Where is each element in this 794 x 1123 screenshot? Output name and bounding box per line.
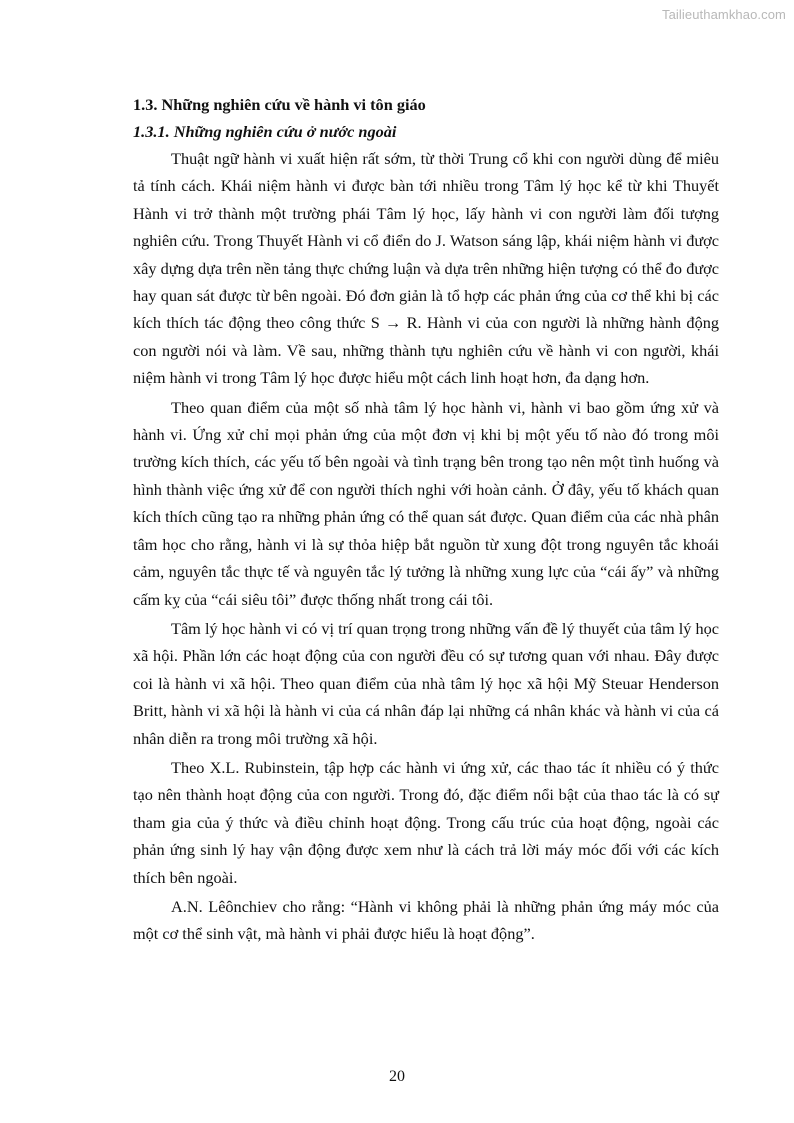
section-heading: 1.3. Những nghiên cứu về hành vi tôn giáo [133,95,426,114]
paragraph-4: Theo X.L. Rubinstein, tập hợp các hành vi ứng xử, các thao tác ít nhiều có ý thức tạo nên thành hoạt động của con người. Trong đó, đặc điểm nổi bật của thao tác là có sự tham gia của ý thức và điều chỉnh hoạt động. Trong cấu trúc của hoạt động, ngoài các phản ứng sinh lý hay vận động được xem như là cách trả lời máy móc đối với các kích thích bên ngoài. [133,757,719,887]
paragraph-5: A.N. Lêônchiev cho rằng: “Hành vi không phải là những phản ứng máy móc của một cơ thể sinh vật, mà hành vi phải được hiểu là hoạt động”. [133,896,719,944]
paragraph-3: Tâm lý học hành vi có vị trí quan trọng trong những vấn đề lý thuyết của tâm lý học xã hội. Phần lớn các hoạt động của con người đều có sự tương quan với nhau. Đây được coi là hành vi xã hội. Theo quan điểm của nhà tâm lý học xã hội Mỹ Steuar Henderson Britt, hành vi xã hội là hành vi của cá nhân đáp lại những cá nhân khác và hành vi của cá nhân diễn ra trong môi trường xã hội. [133,618,719,748]
document-body [133,94,719,950]
watermark: Tailieuthamkhao.com [661,7,786,22]
paragraph-1: Thuật ngữ hành vi xuất hiện rất sớm, từ thời Trung cổ khi con người dùng để miêu tả tính cách. Khái niệm hành vi được bàn tới nhiều trong Tâm lý học kể từ khi Thuyết Hành vi trở thành một trường phái Tâm lý học, lấy hành vi con người làm đối tượng nghiên cứu. Trong Thuyết Hành vi cổ điển do J. Watson sáng lập, khái niệm hành vi được xây dựng dựa trên nền tảng thực chứng luận và dựa trên những hiện tượng có thể đo được hay quan sát được từ bên ngoài. Đó đơn giản là tổ hợp các phản ứng của cơ thể khi bị các kích thích tác động theo công thức S → R. Hành vi của con người là những hành động con người nói và làm. Về sau, những thành tựu nghiên cứu về hành vi con người, khái niệm hành vi trong Tâm lý học được hiểu một cách linh hoạt hơn, đa dạng hơn. [133,149,719,388]
subsection-heading: 1.3.1. Những nghiên cứu ở nước ngoài [133,122,397,141]
page-number: 20 [389,1068,405,1085]
paragraph-2: Theo quan điểm của một số nhà tâm lý học hành vi, hành vi bao gồm ứng xử và hành vi. Ứng xử chỉ mọi phản ứng của một đơn vị khi bị một yếu tố nào đó trong môi trường kích thích, các yếu tố bên ngoài và tình trạng bên trong tạo nên một tình huống và hình thành việc ứng xử để con người thích nghi với hoàn cảnh. Ở đây, yếu tố khách quan kích thích cũng tạo ra những phản ứng có thể quan sát được. Quan điểm của các nhà phân tâm học cho rằng, hành vi là sự thỏa hiệp bắt nguồn từ xung đột trong nguyên tắc khoái cảm, nguyên tắc thực tế và nguyên tắc lý tưởng là những xung lực của “cái ấy” và những cấm kỵ của “cái siêu tôi” được thống nhất trong cái tôi. [133,397,719,609]
